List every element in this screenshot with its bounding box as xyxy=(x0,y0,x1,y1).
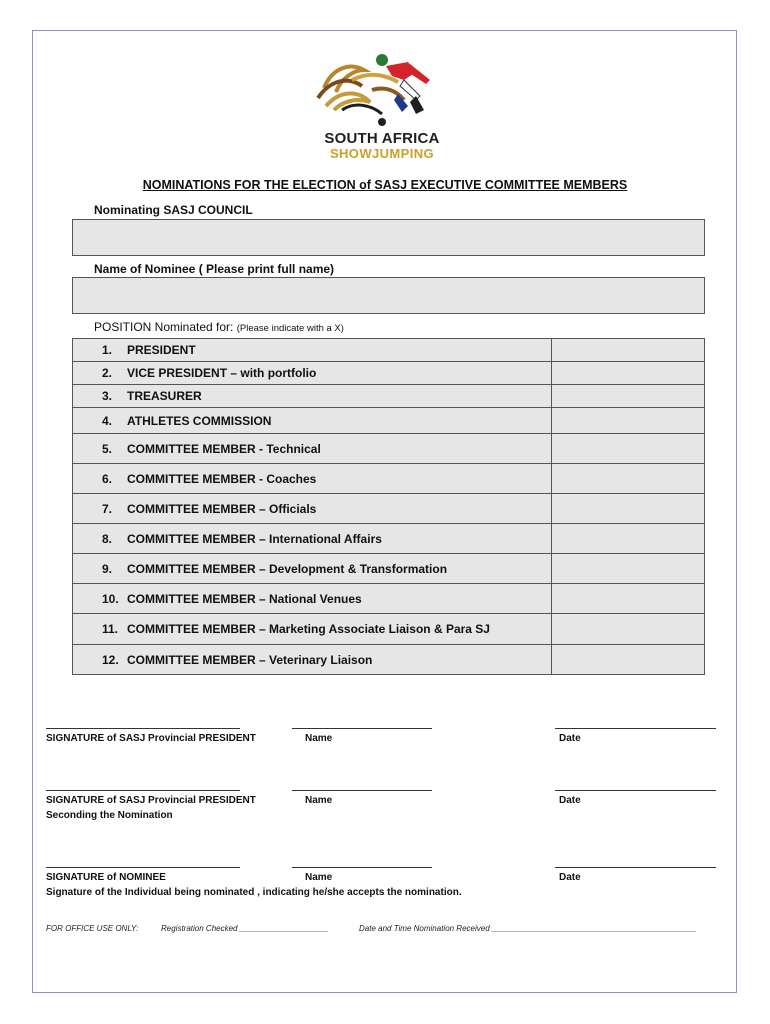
position-number: 7. xyxy=(102,501,113,516)
position-label-text: COMMITTEE MEMBER – Veterinary Liaison xyxy=(127,652,373,667)
nominee-name-label: Name of Nominee ( Please print full name) xyxy=(94,262,335,276)
nominee-signature-label xyxy=(46,870,462,900)
nomination-received: Date and Time Nomination Received ______________________________________________ xyxy=(359,924,697,933)
nominee-date-line[interactable] xyxy=(555,867,716,868)
position-name xyxy=(73,385,552,408)
position-row xyxy=(73,494,705,524)
nominee-signature-sub: Signature of the Individual being nominated , indicating he/she accepts the nomination. xyxy=(46,887,462,898)
position-name xyxy=(73,614,552,645)
position-number: 12. xyxy=(102,652,119,667)
nominating-council-label: Nominating SASJ COUNCIL xyxy=(94,203,253,217)
position-mark-cell[interactable] xyxy=(552,554,705,584)
position-label-text: TREASURER xyxy=(127,389,202,403)
position-mark-cell[interactable] xyxy=(552,434,705,464)
seconder-name-label: Name xyxy=(305,795,333,806)
position-number: 8. xyxy=(102,531,113,546)
registration-checked: Registration Checked ____________________ xyxy=(161,924,329,933)
president-name-label: Name xyxy=(305,733,333,744)
position-name xyxy=(73,408,552,434)
logo-text-south-africa: SOUTH AFRICA xyxy=(324,130,440,147)
position-row xyxy=(73,362,705,385)
position-number: 3. xyxy=(102,389,113,403)
position-name xyxy=(73,554,552,584)
position-row xyxy=(73,464,705,494)
position-number: 1. xyxy=(102,343,113,357)
position-number: 11. xyxy=(102,622,119,636)
position-row xyxy=(73,645,705,675)
position-name xyxy=(73,494,552,524)
seconder-signature-label xyxy=(46,793,256,823)
nominee-signature-title: SIGNATURE of NOMINEE xyxy=(46,872,166,883)
position-row xyxy=(73,614,705,645)
position-mark-cell[interactable] xyxy=(552,339,705,362)
position-row xyxy=(73,385,705,408)
nominee-signature-line[interactable] xyxy=(46,867,240,868)
seconder-signature-line[interactable] xyxy=(46,790,240,791)
position-row xyxy=(73,524,705,554)
seconder-date-line[interactable] xyxy=(555,790,716,791)
position-label xyxy=(94,320,344,334)
position-name xyxy=(73,464,552,494)
position-label-text: COMMITTEE MEMBER - Technical xyxy=(127,441,321,456)
position-mark-cell[interactable] xyxy=(552,464,705,494)
position-row xyxy=(73,554,705,584)
seconder-name-line[interactable] xyxy=(292,790,432,791)
nominee-date-label: Date xyxy=(559,872,581,883)
position-row xyxy=(73,584,705,614)
position-mark-cell[interactable] xyxy=(552,614,705,645)
form-title: NOMINATIONS FOR THE ELECTION of SASJ EXECUTIVE COMMITTEE MEMBERS xyxy=(142,178,628,192)
president-date-line[interactable] xyxy=(555,728,716,729)
position-label-text: PRESIDENT xyxy=(127,343,196,357)
position-label-text: VICE PRESIDENT – with portfolio xyxy=(127,366,317,380)
seconder-date-label: Date xyxy=(559,795,581,806)
position-mark-cell[interactable] xyxy=(552,362,705,385)
position-number: 4. xyxy=(102,413,113,428)
position-label-text: COMMITTEE MEMBER – National Venues xyxy=(127,591,362,606)
position-mark-cell[interactable] xyxy=(552,494,705,524)
nominee-name-label: Name xyxy=(305,872,333,883)
president-signature-label: SIGNATURE of SASJ Provincial PRESIDENT xyxy=(46,733,256,744)
nominee-name-field[interactable] xyxy=(72,277,705,314)
position-label-text: COMMITTEE MEMBER - Coaches xyxy=(127,471,317,486)
position-name xyxy=(73,584,552,614)
position-name xyxy=(73,339,552,362)
position-label-text: COMMITTEE MEMBER – Development & Transformation xyxy=(127,561,448,576)
position-mark-cell[interactable] xyxy=(552,524,705,554)
nominating-council-field[interactable] xyxy=(72,219,705,256)
horse-rider-logo-icon xyxy=(312,50,452,130)
position-name xyxy=(73,645,552,675)
position-number: 10. xyxy=(102,591,119,606)
position-row xyxy=(73,339,705,362)
seconder-signature-sub: Seconding the Nomination xyxy=(46,810,173,821)
president-name-line[interactable] xyxy=(292,728,432,729)
position-mark-cell[interactable] xyxy=(552,385,705,408)
logo-text-showjumping: SHOWJUMPING xyxy=(329,146,435,161)
position-label-text: COMMITTEE MEMBER – International Affairs xyxy=(127,531,382,546)
position-mark-cell[interactable] xyxy=(552,645,705,675)
position-number: 5. xyxy=(102,441,113,456)
seconder-signature-title: SIGNATURE of SASJ Provincial PRESIDENT xyxy=(46,795,256,806)
position-name xyxy=(73,524,552,554)
position-mark-cell[interactable] xyxy=(552,408,705,434)
position-number: 9. xyxy=(102,561,113,576)
positions-table xyxy=(72,338,705,675)
position-label-text: COMMITTEE MEMBER – Marketing Associate Liaison & Para SJ xyxy=(127,622,490,636)
president-signature-line[interactable] xyxy=(46,728,240,729)
position-name xyxy=(73,362,552,385)
position-number: 6. xyxy=(102,471,113,486)
position-label-text: COMMITTEE MEMBER – Officials xyxy=(127,501,317,516)
position-name xyxy=(73,434,552,464)
position-row xyxy=(73,408,705,434)
nominee-name-line[interactable] xyxy=(292,867,432,868)
position-hint: (Please indicate with a X) xyxy=(236,323,344,334)
position-number: 2. xyxy=(102,366,113,380)
sasj-logo xyxy=(312,50,452,162)
position-label-text: ATHLETES COMMISSION xyxy=(127,413,272,428)
position-mark-cell[interactable] xyxy=(552,584,705,614)
president-date-label: Date xyxy=(559,733,581,744)
position-row xyxy=(73,434,705,464)
position-label-text: POSITION Nominated for: xyxy=(94,320,234,334)
office-use-label: FOR OFFICE USE ONLY: xyxy=(46,924,139,933)
